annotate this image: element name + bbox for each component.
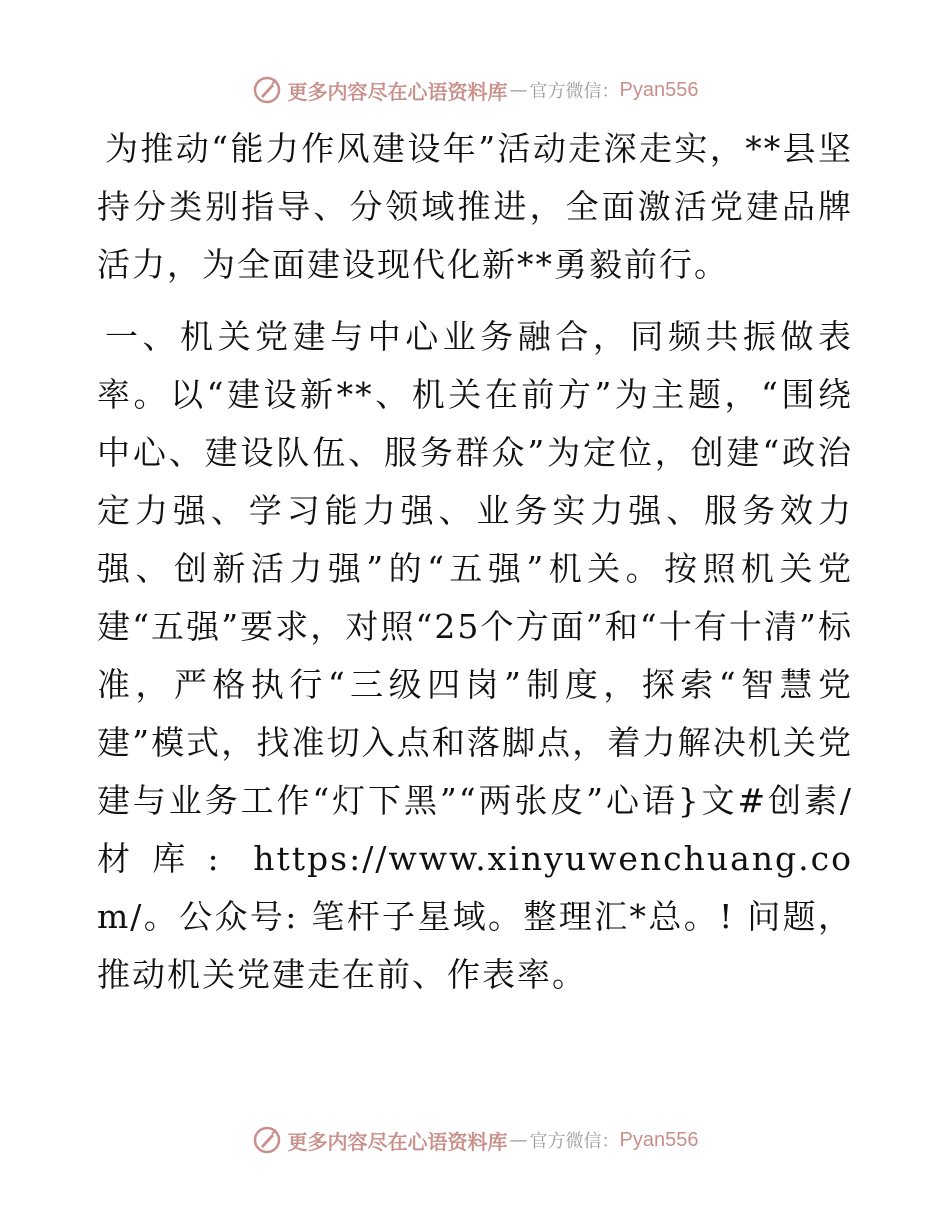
banner-account-id: Pyan556: [619, 1128, 699, 1151]
banner-separator: —: [509, 79, 528, 101]
quill-pen-circle-icon: [252, 1125, 282, 1155]
footer-watermark-banner: [0, 1120, 950, 1160]
banner-sub-text: 官方微信：: [529, 1131, 620, 1152]
banner-account-id: Pyan556: [619, 78, 699, 101]
banner-separator: —: [509, 1129, 528, 1151]
paragraph-intro: 为推动“能力作风建设年”活动走深走实，**县坚持分类别指导、分领域推进，全面激活党建品牌活力，为全面建设现代化新**勇毅前行。: [97, 129, 853, 284]
header-watermark-banner: [0, 70, 950, 110]
quill-pen-circle-icon: [252, 75, 282, 105]
banner-main-text: 更多内容尽在心语资料库: [287, 1129, 508, 1154]
document-body: [97, 120, 853, 1004]
banner-sub-text: 官方微信：: [529, 81, 620, 102]
banner-main-text: 更多内容尽在心语资料库: [287, 79, 508, 104]
paragraph-section-1: 一、机关党建与中心业务融合，同频共振做表率。以“建设新**、机关在前方”为主题，“围绕中心、建设队伍、服务群众”为定位，创建“政治定力强、学习能力强、业务实力强、服务效力强、创新活力强”的“五强”机关。按照机关党建“五强”要求，对照“25个方面”和“十有十清”标准，严格执行“三级四岗”制度，探索“智慧党建”模式，找准切入点和落脚点，着力解决机关党建与业务工作“灯下黑”“两张皮”心语}文#创素/材库: https://www.xinyuwenchuang.com/。公众号: 笔杆子星域。整理汇*总。! 问题，推动机关党建走在前、作表率。: [97, 317, 853, 994]
